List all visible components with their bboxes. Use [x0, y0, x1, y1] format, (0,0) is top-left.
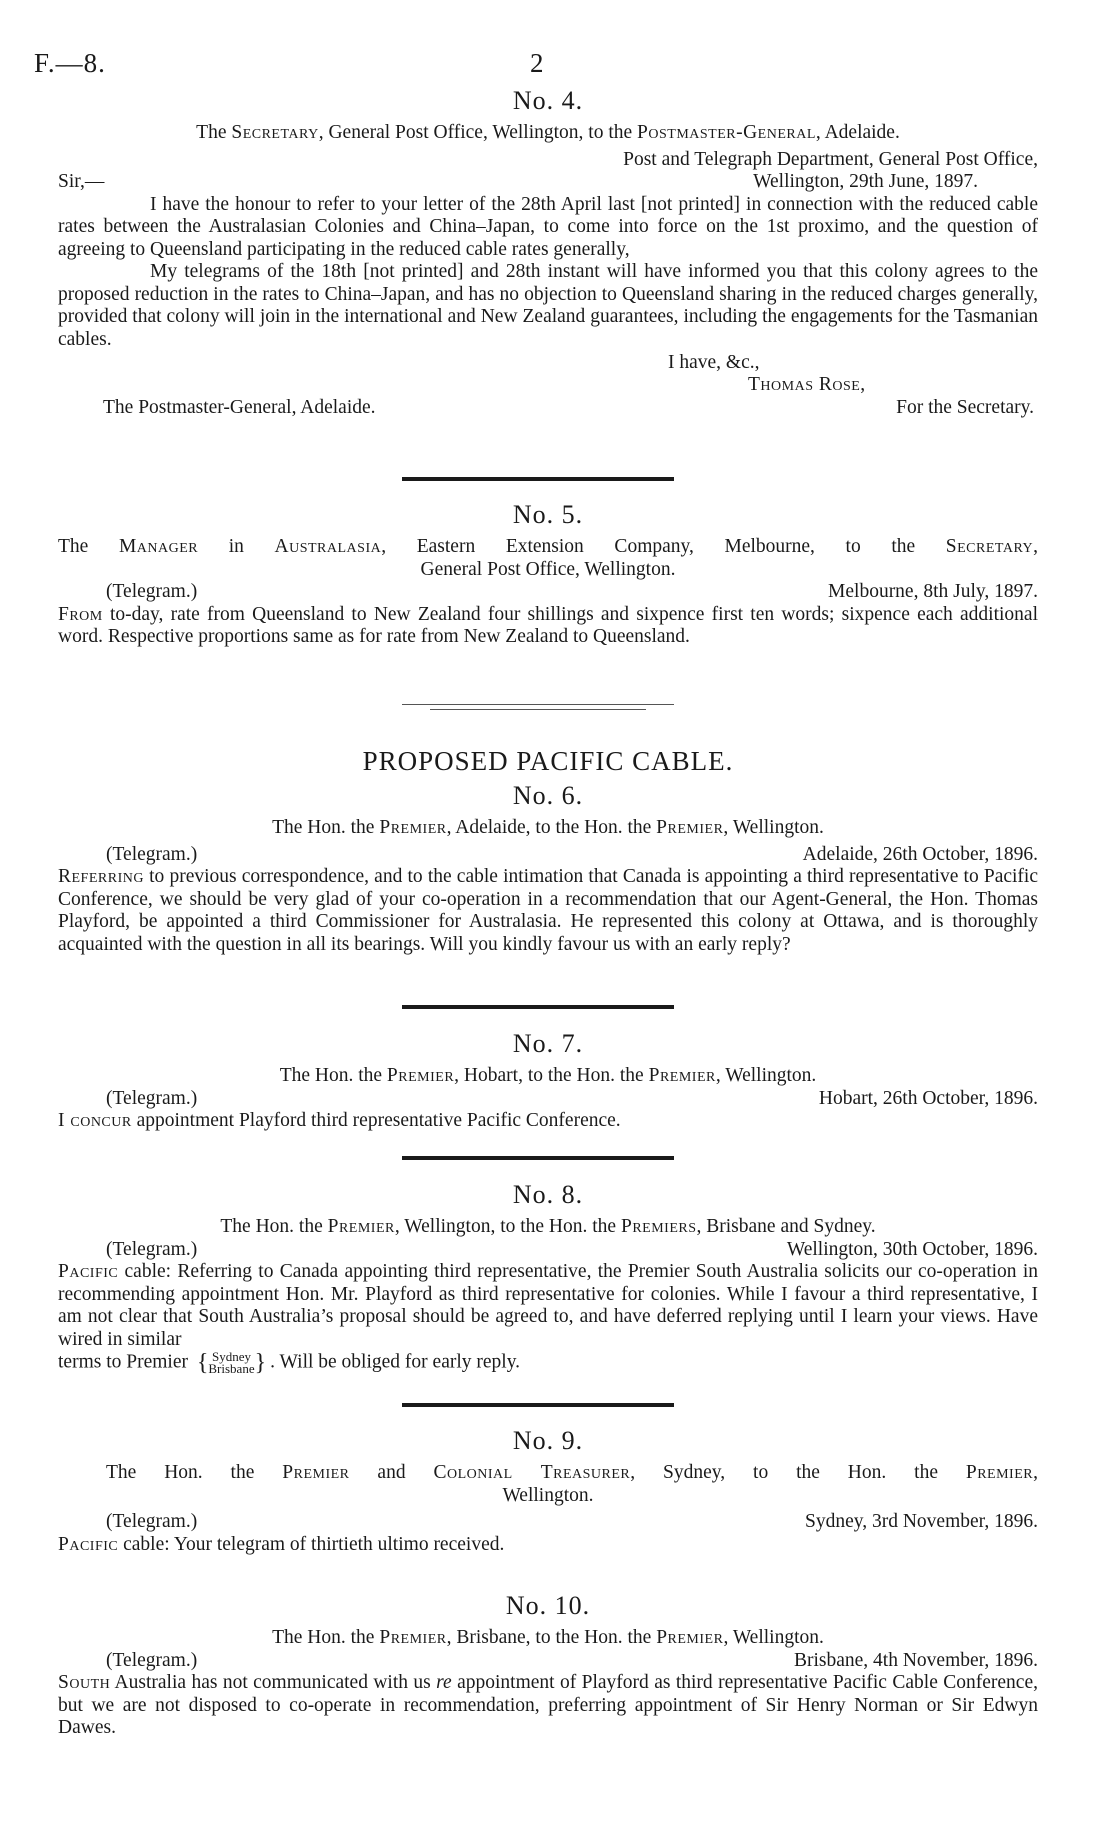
section-title: PROPOSED PACIFIC CABLE. — [362, 746, 734, 776]
item-number: No. 10. — [505, 1591, 591, 1620]
letter-paragraph: My telegrams of the 18th [not printed] and 28th instant will have informed you that this colony agrees to the proposed reduction in the rates to China–Japan, and has no objection to Queensland sharing in the reduced charges generally, provided that colony will join in the international and New Zealand guarantees, including the engagements for the Tasmanian cables. — [58, 261, 1038, 351]
letter-date: Wellington, 29th June, 1897. — [753, 171, 978, 192]
section-divider — [402, 704, 674, 705]
letter-no4 — [58, 86, 1038, 419]
telegram-meta — [58, 1239, 1038, 1262]
telegram-heading: The Hon. the Premier, Brisbane, to the Hon. the Premier, Wellington. — [272, 1627, 824, 1648]
page-number: 2 — [530, 48, 544, 78]
section-divider — [430, 709, 646, 710]
telegram-no10 — [58, 1591, 1038, 1740]
telegram-meta — [58, 1511, 1038, 1534]
telegram-meta — [58, 844, 1038, 867]
telegram-no6 — [58, 781, 1038, 956]
telegram-heading: The Hon. the Premier, Wellington, to the Hon. the Premiers, Brisbane and Sydney. — [220, 1216, 876, 1237]
letter-heading: The Secretary, General Post Office, Wellington, to the Postmaster-General, Adelaide. — [196, 122, 900, 143]
telegram-label: (Telegram.) — [106, 843, 198, 865]
telegram-label: (Telegram.) — [106, 581, 198, 602]
telegram-meta — [58, 1650, 1038, 1673]
place-date: Melbourne, 8th July, 1897. — [828, 581, 1038, 602]
telegram-heading: The Hon. the Premier, Adelaide, to the Hon. the Premier, Wellington. — [272, 817, 824, 838]
place-date: Wellington, 30th October, 1896. — [786, 1238, 1038, 1260]
item-number: No. 6. — [512, 781, 584, 810]
place-date: Brisbane, 4th November, 1896. — [793, 1649, 1038, 1671]
brace-alternatives: { Sydney Brisbane } — [196, 1349, 267, 1377]
salutation-date-row — [58, 171, 1038, 194]
document-reference: F.—8. — [34, 48, 106, 78]
telegram-meta — [58, 581, 1038, 604]
telegram-heading-line2: Wellington. — [502, 1484, 594, 1506]
addressee: The Postmaster-General, Adelaide. — [103, 396, 376, 418]
place-date: Adelaide, 26th October, 1896. — [802, 843, 1038, 865]
telegram-heading-line2: General Post Office, Wellington. — [420, 558, 676, 580]
telegram-label: (Telegram.) — [106, 1511, 198, 1532]
salutation: Sir,— — [58, 171, 105, 192]
item-number: No. 8. — [512, 1180, 584, 1209]
telegram-label: (Telegram.) — [106, 1238, 198, 1260]
pacific-cable-section — [58, 746, 1038, 777]
telegram-no9 — [58, 1426, 1038, 1556]
telegram-no8 — [58, 1180, 1038, 1375]
telegram-body: I concur appointment Playford third representative Pacific Conference. — [58, 1110, 621, 1131]
section-divider — [402, 1403, 674, 1407]
telegram-heading: The Hon. the Premier and Colonial Treasurer, Sydney, to the Hon. the Premier, — [106, 1462, 1038, 1483]
signature: Thomas Rose, — [748, 374, 866, 396]
telegram-body: From to-day, rate from Queensland to New Zealand four shillings and sixpence first ten words; sixpence each additional word. Respective proportions same as for rate from New Zealand to Queensland. — [58, 603, 1038, 648]
item-number: No. 5. — [512, 500, 584, 529]
telegram-body: Pacific cable: Referring to Canada appointing third representative, the Premier South Australia solicits our co-operation in recommending appointment Hon. Mr. Playford as third representative for colonies. While I favour a third representative, I am not clear that South Australia’s proposal should be agreed to, and have deferred replying until I learn your views. Have wired in similar — [58, 1261, 1038, 1350]
section-divider — [402, 477, 674, 481]
telegram-no7 — [58, 1029, 1038, 1133]
telegram-body: Pacific cable: Your telegram of thirtieth ultimo received. — [58, 1533, 505, 1555]
section-divider — [402, 1156, 674, 1160]
telegram-heading: The Hon. the Premier, Hobart, to the Hon. the Premier, Wellington. — [279, 1065, 817, 1086]
telegram-no5 — [58, 500, 1038, 649]
telegram-body: Referring to previous correspondence, and to the cable intimation that Canada is appointing a third representative to Pacific Conference, we should be very glad of your co-operation in a recommendation that our Agent-General, the Hon. Thomas Playford, be appointed a third Commissioner for Australasia. He represented this colony at Ottawa, and is thoroughly acquainted with the question in all its bearings. Will you kindly favour us with an early reply? — [58, 866, 1038, 955]
telegram-label: (Telegram.) — [106, 1087, 198, 1109]
closing: I have, &c., — [668, 351, 760, 373]
section-divider — [402, 1005, 674, 1009]
item-number: No. 9. — [512, 1426, 584, 1455]
telegram-meta — [58, 1088, 1038, 1111]
item-number: No. 4. — [512, 86, 584, 115]
sender-address: Post and Telegraph Department, General Post Office, — [623, 148, 1038, 170]
place-date: Hobart, 26th October, 1896. — [818, 1087, 1038, 1109]
addressee-row — [58, 397, 1038, 420]
telegram-body-last-line: terms to Premier { Sydney Brisbane } . Will be obliged for early reply. — [58, 1349, 521, 1377]
letter-paragraph: I have the honour to refer to your letter of the 28th April last [not printed] in connection with the reduced cable rates between the Australasian Colonies and China–Japan, to come into force on the 1st proximo, and the question of agreeing to Queensland participating in the reduced cable rates generally, — [58, 193, 1038, 260]
place-date: Sydney, 3rd November, 1896. — [804, 1511, 1038, 1532]
item-number: No. 7. — [512, 1029, 584, 1058]
telegram-body: South Australia has not communicated with us re appointment of Playford as third representative Pacific Cable Conference, but we are not disposed to co-operate in recommendation, preferring appointment of Sir Henry Norman or Sir Edwyn Dawes. — [58, 1672, 1038, 1739]
signature-role: For the Secretary. — [896, 396, 1034, 418]
telegram-label: (Telegram.) — [106, 1649, 198, 1671]
telegram-heading: The Manager in Australasia, Eastern Extension Company, Melbourne, to the Secretary, — [58, 536, 1038, 557]
